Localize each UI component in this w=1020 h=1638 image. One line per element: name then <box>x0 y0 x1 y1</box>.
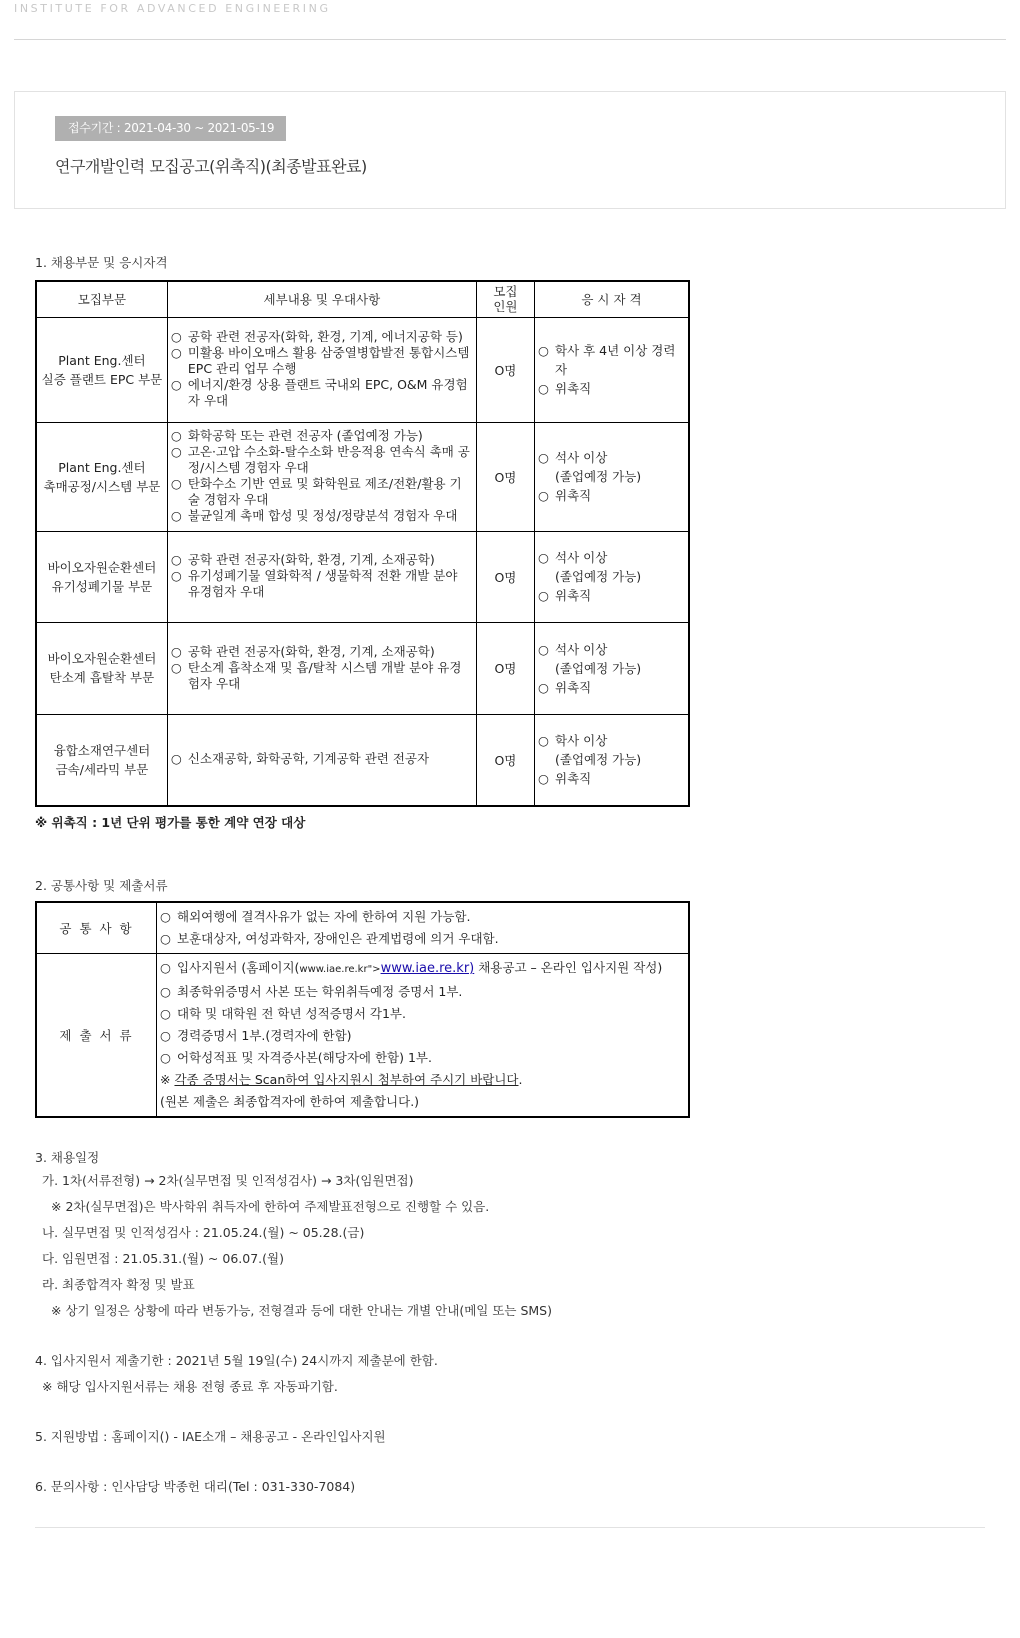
qualification-text: 위촉직 <box>555 588 592 603</box>
detail-text: 고온·고압 수소화-탈수소화 반응적용 연속식 촉매 공정/시스템 경험자 우대 <box>187 444 470 475</box>
count-cell: O명 <box>476 622 534 714</box>
qualification-item <box>538 640 685 678</box>
dept-cell: 융합소재연구센터 금속/세라믹 부문 <box>36 714 167 806</box>
checkbox-icon: ○ <box>170 444 182 459</box>
doc-item-text: 어학성적표 및 자격증사본(해당자에 한함) 1부. <box>177 1050 432 1065</box>
recruit-table-header <box>36 281 689 317</box>
detail-text: 화학공학 또는 관련 전공자 (졸업예정 가능) <box>187 428 423 443</box>
dept-cell: Plant Eng.센터 실증 플랜트 EPC 부문 <box>36 317 167 422</box>
doc-application-post: 채용공고 – 온라인 입사지원 작성) <box>474 960 663 975</box>
qualification-item <box>538 379 685 398</box>
section6-heading: 6. 문의사항 : 인사담당 박종헌 대리(Tel : 031-330-7084) <box>35 1479 356 1494</box>
col-header-detail: 세부내용 및 우대사항 <box>167 281 476 317</box>
qualification-cell <box>535 531 690 622</box>
schedule-note-2: ※ 상기 일정은 상황에 따라 변동가능, 전형결과 등에 대한 안내는 개별 안내(메일 또는 SMS) <box>51 1303 552 1318</box>
notice-header-box <box>14 91 1006 209</box>
application-period-badge: 접수기간 : 2021-04-30 ~ 2021-05-19 <box>55 116 286 141</box>
qualification-text: 위촉직 <box>555 488 592 503</box>
detail-cell <box>167 531 476 622</box>
qualification-text: 학사 이상 (졸업예정 가능) <box>555 733 642 768</box>
common-items <box>157 902 689 954</box>
docs-row <box>36 954 689 1118</box>
checkbox-icon: ○ <box>538 679 549 695</box>
count-cell: O명 <box>476 531 534 622</box>
checkbox-icon: ○ <box>160 960 171 975</box>
detail-item <box>171 751 473 767</box>
content-bottom-divider <box>35 1527 985 1528</box>
doc-item-application <box>160 957 685 981</box>
recruit-row <box>36 531 689 622</box>
checkbox-icon: ○ <box>538 588 549 603</box>
qualification-item <box>538 586 685 605</box>
doc-item-text: 최종학위증명서 사본 또는 학위취득예정 증명서 1부. <box>177 984 463 999</box>
checkbox-icon: ○ <box>170 568 182 583</box>
detail-cell <box>167 317 476 422</box>
schedule-line-2: 나. 실무면접 및 인적성검사 : 21.05.24.(월) ~ 05.28.(금) <box>42 1225 365 1240</box>
checkbox-icon: ○ <box>538 550 549 565</box>
col-header-qual: 응 시 자 격 <box>535 281 690 317</box>
qualification-cell <box>535 714 690 806</box>
qualification-item <box>538 678 685 697</box>
detail-item <box>171 428 473 444</box>
doc-application-small: www.iae.re.kr"> <box>299 964 381 975</box>
doc-item <box>160 1003 685 1025</box>
detail-item <box>171 444 473 476</box>
qualification-item <box>538 448 685 486</box>
common-item <box>160 928 685 950</box>
checkbox-icon: ○ <box>170 377 182 392</box>
qualification-text: 위촉직 <box>555 679 592 695</box>
col-header-count: 모집 인원 <box>476 281 534 317</box>
detail-item <box>171 345 473 377</box>
checkbox-icon: ○ <box>538 733 549 749</box>
detail-text: 미활용 바이오매스 활용 삼중열병합발전 통합시스템 EPC 관리 업무 수행 <box>187 345 470 376</box>
checkbox-icon: ○ <box>160 1028 171 1043</box>
detail-item <box>171 644 473 660</box>
post-content <box>35 253 985 1500</box>
section4-heading: 4. 입사지원서 제출기한 : 2021년 5월 19일(수) 24시까지 제출분에 한함. <box>35 1353 438 1368</box>
checkbox-icon: ○ <box>170 329 182 344</box>
checkbox-icon: ○ <box>160 1050 171 1065</box>
checkbox-icon: ○ <box>170 345 182 360</box>
recruit-table <box>35 280 690 807</box>
detail-item <box>171 377 473 409</box>
detail-item <box>171 568 473 600</box>
schedule-line-3: 다. 임원면접 : 21.05.31.(월) ~ 06.07.(월) <box>42 1251 284 1266</box>
checkbox-icon: ○ <box>160 984 171 999</box>
checkbox-icon: ○ <box>538 343 549 358</box>
section4-note: ※ 해당 입사지원서류는 채용 전형 종료 후 자동파기함. <box>42 1379 338 1394</box>
scan-note-text: 각종 증명서는 Scan하여 입사지원시 첨부하여 주시기 바랍니다 <box>174 1072 519 1087</box>
checkbox-icon: ○ <box>170 428 182 443</box>
common-label: 공 통 사 항 <box>36 902 157 954</box>
detail-text: 탄소계 흡착소재 및 흡/탈착 시스템 개발 분야 유경험자 우대 <box>187 659 462 691</box>
section3-heading: 3. 채용일정 <box>35 1150 100 1165</box>
schedule-line-4: 라. 최종합격자 확정 및 발표 <box>42 1277 195 1292</box>
qualification-text: 석사 이상 (졸업예정 가능) <box>555 450 642 484</box>
checkbox-icon: ○ <box>538 381 549 396</box>
qualification-item <box>538 731 685 769</box>
detail-text: 유기성폐기물 열화학적 / 생물학적 전환 개발 분야 유경험자 우대 <box>187 568 458 599</box>
detail-text: 탄화수소 기반 연료 및 화학원료 제조/전환/활용 기술 경험자 우대 <box>187 476 462 507</box>
detail-item <box>171 476 473 508</box>
detail-cell <box>167 622 476 714</box>
detail-cell <box>167 422 476 531</box>
doc-application-text: 입사지원서 (홈페이지( <box>177 960 300 975</box>
qualification-item <box>538 769 685 788</box>
dept-cell: 바이오자원순환센터 유기성폐기물 부문 <box>36 531 167 622</box>
checkbox-icon: ○ <box>170 476 182 491</box>
qualification-text: 학사 후 4년 이상 경력자 <box>555 343 676 377</box>
detail-text: 불균일계 촉매 합성 및 정성/정량분석 경험자 우대 <box>187 508 458 523</box>
common-row <box>36 902 689 954</box>
qualification-cell <box>535 422 690 531</box>
original-note: (원본 제출은 최종합격자에 한하여 제출합니다.) <box>160 1094 420 1109</box>
doc-item-text: 대학 및 대학원 전 학년 성적증명서 각1부. <box>177 1006 406 1021</box>
checkbox-icon: ○ <box>538 450 549 465</box>
schedule-line-1: 가. 1차(서류전형) → 2차(실무면접 및 인적성검사) → 3차(임원면접) <box>42 1173 414 1188</box>
common-docs-table <box>35 901 690 1118</box>
common-item <box>160 906 685 928</box>
common-item-text: 해외여행에 결격사유가 없는 자에 한하여 지원 가능함. <box>177 909 471 924</box>
detail-text: 공학 관련 전공자(화학, 환경, 기계, 소재공학) <box>187 552 435 567</box>
qualification-text: 석사 이상 (졸업예정 가능) <box>555 550 642 584</box>
docs-items <box>157 954 689 1118</box>
qualification-item <box>538 341 685 379</box>
recruit-row <box>36 714 689 806</box>
checkbox-icon: ○ <box>170 552 182 567</box>
detail-item <box>171 660 473 692</box>
doc-item <box>160 981 685 1003</box>
homepage-link[interactable]: www.iae.re.kr) <box>380 961 475 976</box>
checkbox-icon: ○ <box>160 909 171 924</box>
header-divider <box>14 39 1006 40</box>
recruit-row <box>36 622 689 714</box>
count-cell: O명 <box>476 422 534 531</box>
detail-item <box>171 508 473 524</box>
common-item-text: 보훈대상자, 여성과학자, 장애인은 관계법령에 의거 우대함. <box>177 931 499 946</box>
schedule-note-1: ※ 2차(실무면접)은 박사학위 취득자에 한하여 주제발표전형으로 진행할 수 있음. <box>51 1199 490 1214</box>
section2-heading: 2. 공통사항 및 제출서류 <box>35 878 168 893</box>
checkbox-icon: ○ <box>170 659 182 675</box>
doc-item-text: 경력증명서 1부.(경력자에 한함) <box>177 1028 352 1043</box>
qualification-cell <box>535 317 690 422</box>
qualification-cell <box>535 622 690 714</box>
count-cell: O명 <box>476 714 534 806</box>
checkbox-icon: ○ <box>160 1006 171 1021</box>
qualification-text: 석사 이상 (졸업예정 가능) <box>555 641 642 676</box>
post-title: 연구개발인력 모집공고(위촉직)(최종발표완료) <box>55 157 367 176</box>
doc-item <box>160 1025 685 1047</box>
detail-item <box>171 552 473 568</box>
checkbox-icon: ○ <box>170 643 182 659</box>
site-brand[interactable]: INSTITUTE FOR ADVANCED ENGINEERING <box>14 2 331 15</box>
scan-note-suffix: . <box>518 1072 523 1087</box>
scan-note-prefix: ※ <box>160 1072 175 1087</box>
checkbox-icon: ○ <box>170 508 182 523</box>
detail-cell <box>167 714 476 806</box>
checkbox-icon: ○ <box>160 931 171 946</box>
checkbox-icon: ○ <box>170 751 182 767</box>
col-header-dept: 모집부문 <box>36 281 167 317</box>
docs-label: 제 출 서 류 <box>36 954 157 1118</box>
detail-text: 에너지/환경 상용 플랜트 국내외 EPC, O&M 유경험자 우대 <box>187 377 468 408</box>
dept-cell: 바이오자원순환센터 탄소계 흡탈착 부문 <box>36 622 167 714</box>
detail-text: 공학 관련 전공자(화학, 환경, 기계, 소재공학) <box>187 643 435 659</box>
detail-item <box>171 329 473 345</box>
detail-text: 신소재공학, 화학공학, 기계공학 관련 전공자 <box>187 751 430 767</box>
qualification-item <box>538 548 685 586</box>
doc-item <box>160 1047 685 1069</box>
scan-note <box>160 1069 685 1091</box>
recruit-row <box>36 422 689 531</box>
qualification-text: 위촉직 <box>555 381 592 396</box>
section5-heading: 5. 지원방법 : 홈페이지() - IAE소개 – 채용공고 - 온라인입사지원 <box>35 1429 386 1444</box>
qualification-item <box>538 486 685 505</box>
checkbox-icon: ○ <box>538 641 549 657</box>
section1-heading: 1. 채용부문 및 응시자격 <box>35 255 168 270</box>
checkbox-icon: ○ <box>538 488 549 503</box>
count-cell: O명 <box>476 317 534 422</box>
recruit-row <box>36 317 689 422</box>
qualification-text: 위촉직 <box>555 771 592 787</box>
contract-note: ※ 위촉직 : 1년 단위 평가를 통한 계약 연장 대상 <box>35 815 306 830</box>
detail-text: 공학 관련 전공자(화학, 환경, 기계, 에너지공학 등) <box>187 329 463 344</box>
dept-cell: Plant Eng.센터 촉매공정/시스템 부문 <box>36 422 167 531</box>
checkbox-icon: ○ <box>538 771 549 787</box>
